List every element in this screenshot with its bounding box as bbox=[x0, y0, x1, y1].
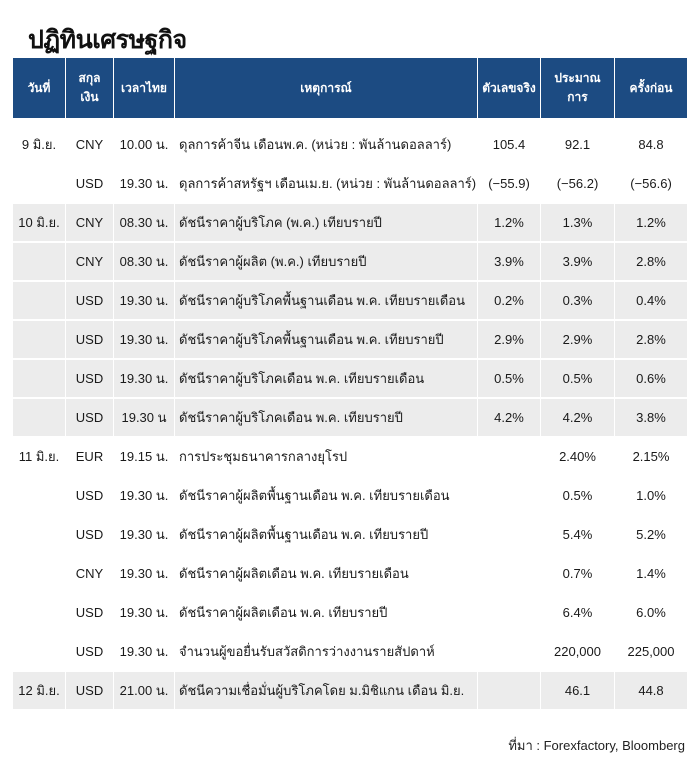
row-forecast: 220,000 bbox=[541, 633, 615, 672]
header-currency: สกุลเงิน bbox=[66, 58, 114, 118]
row-actual: 1.2% bbox=[478, 204, 541, 243]
table-row bbox=[13, 204, 687, 243]
row-time: 08.30 น. bbox=[114, 204, 175, 243]
header-date: วันที่ bbox=[13, 58, 66, 118]
row-event: ดัชนีราคาผู้บริโภคพื้นฐานเดือน พ.ค. เทียบรายปี bbox=[175, 321, 478, 360]
header-forecast: ประมาณการ bbox=[541, 58, 615, 118]
source-note: ที่มา : Forexfactory, Bloomberg bbox=[508, 738, 685, 753]
row-forecast: 0.5% bbox=[541, 477, 615, 516]
table-row bbox=[13, 282, 687, 321]
row-currency: CNY bbox=[66, 555, 114, 594]
row-currency: CNY bbox=[66, 243, 114, 282]
row-actual bbox=[478, 633, 541, 672]
row-previous: (−56.6) bbox=[615, 165, 687, 204]
row-forecast: 1.3% bbox=[541, 204, 615, 243]
row-currency: USD bbox=[66, 360, 114, 399]
row-actual: 2.9% bbox=[478, 321, 541, 360]
row-previous: 2.15% bbox=[615, 438, 687, 477]
row-currency: EUR bbox=[66, 438, 114, 477]
row-date bbox=[13, 477, 66, 516]
row-date bbox=[13, 555, 66, 594]
row-time: 19.30 น. bbox=[114, 477, 175, 516]
row-time: 19.30 น. bbox=[114, 516, 175, 555]
row-currency: USD bbox=[66, 399, 114, 438]
row-actual bbox=[478, 438, 541, 477]
row-date bbox=[13, 594, 66, 633]
row-currency: USD bbox=[66, 282, 114, 321]
row-currency: CNY bbox=[66, 126, 114, 165]
row-previous: 1.4% bbox=[615, 555, 687, 594]
row-previous: 3.8% bbox=[615, 399, 687, 438]
table-row bbox=[13, 633, 687, 672]
row-date bbox=[13, 399, 66, 438]
row-date bbox=[13, 165, 66, 204]
row-actual: 4.2% bbox=[478, 399, 541, 438]
row-event: ดัชนีราคาผู้ผลิตพื้นฐานเดือน พ.ค. เทียบรายปี bbox=[175, 516, 478, 555]
row-date bbox=[13, 282, 66, 321]
page-title: ปฏิทินเศรษฐกิจ bbox=[28, 26, 187, 54]
row-forecast: 0.3% bbox=[541, 282, 615, 321]
row-actual: (−55.9) bbox=[478, 165, 541, 204]
table-row bbox=[13, 126, 687, 165]
row-actual bbox=[478, 594, 541, 633]
row-event: จำนวนผู้ขอยื่นรับสวัสดิการว่างงานรายสัปดาห์ bbox=[175, 633, 478, 672]
row-event: ดัชนีความเชื่อมั่นผู้บริโภคโดย ม.มิชิแกน เดือน มิ.ย. bbox=[175, 672, 478, 711]
row-forecast: 46.1 bbox=[541, 672, 615, 711]
table-row bbox=[13, 321, 687, 360]
row-event: ดัชนีราคาผู้บริโภค (พ.ค.) เทียบรายปี bbox=[175, 204, 478, 243]
table-row bbox=[13, 555, 687, 594]
table-body bbox=[13, 118, 687, 711]
row-date: 12 มิ.ย. bbox=[13, 672, 66, 711]
row-time: 19.30 น. bbox=[114, 282, 175, 321]
row-time: 19.30 น. bbox=[114, 594, 175, 633]
row-time: 19.30 น. bbox=[114, 360, 175, 399]
header-time: เวลาไทย bbox=[114, 58, 175, 118]
row-actual: 105.4 bbox=[478, 126, 541, 165]
table-header-row bbox=[13, 58, 687, 118]
table-row bbox=[13, 165, 687, 204]
header-previous: ครั้งก่อน bbox=[615, 58, 687, 118]
row-forecast: 6.4% bbox=[541, 594, 615, 633]
row-previous: 2.8% bbox=[615, 243, 687, 282]
row-previous: 0.4% bbox=[615, 282, 687, 321]
header-actual: ตัวเลขจริง bbox=[478, 58, 541, 118]
row-currency: USD bbox=[66, 477, 114, 516]
row-event: ดัชนีราคาผู้ผลิตพื้นฐานเดือน พ.ค. เทียบรายเดือน bbox=[175, 477, 478, 516]
row-event: ดัชนีราคาผู้บริโภคพื้นฐานเดือน พ.ค. เทียบรายเดือน bbox=[175, 282, 478, 321]
table-row bbox=[13, 594, 687, 633]
table-row bbox=[13, 672, 687, 711]
table-row bbox=[13, 477, 687, 516]
row-date bbox=[13, 321, 66, 360]
row-event: การประชุมธนาคารกลางยุโรป bbox=[175, 438, 478, 477]
header-event: เหตุการณ์ bbox=[175, 58, 478, 118]
table-row bbox=[13, 360, 687, 399]
row-previous: 1.0% bbox=[615, 477, 687, 516]
row-currency: CNY bbox=[66, 204, 114, 243]
row-actual bbox=[478, 516, 541, 555]
table-row bbox=[13, 438, 687, 477]
row-forecast: 0.7% bbox=[541, 555, 615, 594]
row-actual: 0.2% bbox=[478, 282, 541, 321]
row-time: 19.30 น bbox=[114, 399, 175, 438]
row-previous: 6.0% bbox=[615, 594, 687, 633]
row-event: ดุลการค้าจีน เดือนพ.ค. (หน่วย : พันล้านดอลลาร์) bbox=[175, 126, 478, 165]
row-event: ดัชนีราคาผู้ผลิตเดือน พ.ค. เทียบรายเดือน bbox=[175, 555, 478, 594]
row-previous: 44.8 bbox=[615, 672, 687, 711]
header-spacer bbox=[13, 118, 687, 126]
row-time: 10.00 น. bbox=[114, 126, 175, 165]
row-actual: 3.9% bbox=[478, 243, 541, 282]
row-date: 11 มิ.ย. bbox=[13, 438, 66, 477]
row-currency: USD bbox=[66, 321, 114, 360]
row-previous: 2.8% bbox=[615, 321, 687, 360]
row-previous: 1.2% bbox=[615, 204, 687, 243]
row-forecast: 92.1 bbox=[541, 126, 615, 165]
row-actual bbox=[478, 477, 541, 516]
row-actual bbox=[478, 672, 541, 711]
row-event: ดุลการค้าสหรัฐฯ เดือนเม.ย. (หน่วย : พันล้านดอลลาร์) bbox=[175, 165, 478, 204]
row-currency: USD bbox=[66, 672, 114, 711]
row-previous: 5.2% bbox=[615, 516, 687, 555]
row-forecast: 3.9% bbox=[541, 243, 615, 282]
row-date bbox=[13, 243, 66, 282]
row-date bbox=[13, 633, 66, 672]
row-forecast: 2.9% bbox=[541, 321, 615, 360]
row-forecast: 0.5% bbox=[541, 360, 615, 399]
row-time: 19.30 น. bbox=[114, 321, 175, 360]
row-time: 19.30 น. bbox=[114, 165, 175, 204]
row-actual bbox=[478, 555, 541, 594]
row-forecast: (−56.2) bbox=[541, 165, 615, 204]
row-previous: 225,000 bbox=[615, 633, 687, 672]
row-time: 08.30 น. bbox=[114, 243, 175, 282]
economic-calendar-table bbox=[13, 58, 687, 711]
row-time: 19.30 น. bbox=[114, 555, 175, 594]
row-currency: USD bbox=[66, 594, 114, 633]
row-date bbox=[13, 360, 66, 399]
row-time: 19.30 น. bbox=[114, 633, 175, 672]
row-actual: 0.5% bbox=[478, 360, 541, 399]
row-time: 21.00 น. bbox=[114, 672, 175, 711]
row-currency: USD bbox=[66, 633, 114, 672]
row-event: ดัชนีราคาผู้ผลิต (พ.ค.) เทียบรายปี bbox=[175, 243, 478, 282]
row-event: ดัชนีราคาผู้บริโภคเดือน พ.ค. เทียบรายเดือน bbox=[175, 360, 478, 399]
row-time: 19.15 น. bbox=[114, 438, 175, 477]
row-forecast: 2.40% bbox=[541, 438, 615, 477]
row-date: 10 มิ.ย. bbox=[13, 204, 66, 243]
row-currency: USD bbox=[66, 165, 114, 204]
table-row bbox=[13, 516, 687, 555]
row-currency: USD bbox=[66, 516, 114, 555]
table-row bbox=[13, 243, 687, 282]
row-forecast: 4.2% bbox=[541, 399, 615, 438]
row-date bbox=[13, 516, 66, 555]
row-event: ดัชนีราคาผู้บริโภคเดือน พ.ค. เทียบรายปี bbox=[175, 399, 478, 438]
row-date: 9 มิ.ย. bbox=[13, 126, 66, 165]
row-event: ดัชนีราคาผู้ผลิตเดือน พ.ค. เทียบรายปี bbox=[175, 594, 478, 633]
row-forecast: 5.4% bbox=[541, 516, 615, 555]
row-previous: 84.8 bbox=[615, 126, 687, 165]
table-row bbox=[13, 399, 687, 438]
row-previous: 0.6% bbox=[615, 360, 687, 399]
